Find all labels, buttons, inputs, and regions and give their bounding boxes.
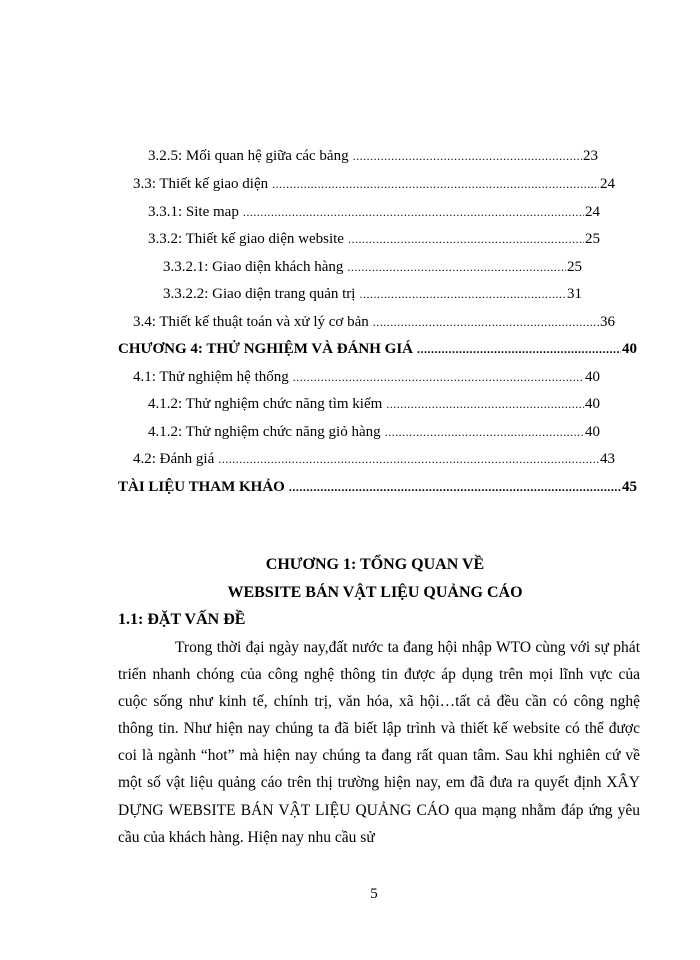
toc-entry-label: 3.2.5: Mối quan hệ giữa các bảng [148,148,349,164]
page-number: 5 [370,886,378,902]
chapter-title-line-2: WEBSITE BÁN VẬT LIỆU QUẢNG CÁO [227,584,523,601]
toc-entry-3-3-1[interactable] [148,202,600,222]
toc-entry-3-4[interactable] [133,312,615,332]
section-heading: 1.1: ĐẶT VẤN ĐỀ [118,611,246,628]
toc-dot-leader [359,284,566,304]
toc-entry-page: 31 [567,286,582,302]
toc-entry-4-1-2-cart[interactable] [148,422,600,442]
toc-entry-chapter-4[interactable] [118,339,637,359]
toc-dot-leader [385,422,584,442]
toc-entry-page: 43 [600,451,615,467]
toc-entry-4-1[interactable] [133,367,600,387]
toc-entry-label: 4.1: Thử nghiệm hệ thống [133,369,289,385]
toc-entry-page: 36 [600,314,615,330]
toc-dot-leader [348,229,584,249]
toc-entry-page: 24 [600,176,615,192]
toc-dot-leader [289,477,621,497]
toc-entry-label: TÀI LIỆU THAM KHẢO [118,479,285,495]
toc-entry-page: 40 [585,424,600,440]
toc-dot-leader [243,202,584,222]
toc-entry-page: 25 [567,259,582,275]
toc-entry-references[interactable] [118,477,637,497]
toc-entry-page: 40 [622,341,637,357]
toc-dot-leader [293,367,584,387]
toc-entry-3-2-5[interactable] [148,146,598,166]
toc-entry-label: 3.3.2.1: Giao diện khách hàng [163,259,344,275]
chapter-title-line-1: CHƯƠNG 1: TỔNG QUAN VỀ [265,556,485,573]
toc-entry-4-2[interactable] [133,449,615,469]
toc-entry-page: 23 [583,148,598,164]
toc-entry-page: 40 [585,396,600,412]
toc-entry-label: 4.1.2: Thử nghiệm chức năng tìm kiếm [148,396,383,412]
toc-entry-label: 3.3.2: Thiết kế giao diện website [148,231,344,247]
toc-entry-4-1-2-search[interactable] [148,394,600,414]
toc-dot-leader [373,312,599,332]
toc-dot-leader [386,394,584,414]
toc-entry-3-3[interactable] [133,174,615,194]
toc-dot-leader [218,449,599,469]
toc-entry-label: 3.3: Thiết kế giao diện [133,176,269,192]
toc-entry-page: 25 [585,231,600,247]
toc-entry-3-3-2[interactable] [148,229,600,249]
body-paragraph [118,634,640,851]
toc-entry-3-3-2-1[interactable] [163,257,582,277]
toc-dot-leader [347,257,566,277]
toc-entry-label: 3.3.2.2: Giao diện trang quản trị [163,286,356,302]
toc-entry-page: 40 [585,369,600,385]
toc-dot-leader [417,339,621,359]
toc-entry-label: CHƯƠNG 4: THỬ NGHIỆM VÀ ĐÁNH GIÁ [118,341,414,357]
paragraph-text: Trong thời đại ngày nay,đất nước ta đang hội nhập WTO cùng với sự phát triển nhanh chóng của công nghệ thông tin được áp dụng trên mọi lĩnh vực của cuộc sống như kinh tế, chính trị, văn hóa, xã hội…tất cả đều cần có công nghệ thông tin. Như hiện nay chúng ta đã biết lập trình và thiết kế website có thể được coi là ngành “hot” mà hiện nay chúng ta đang rất quan tâm. Sau khi nghiên cứ về một số vật liệu quảng cáo trên thị trường hiện nay, em đã đưa ra quyết định XÂY DỰNG WEBSITE BÁN VẬT LIỆU QUẢNG CÁO qua mạng nhằm đáp ứng yêu cầu của khách hàng. Hiện nay nhu cầu sử [118,639,640,846]
toc-entry-page: 45 [622,479,637,495]
toc-dot-leader [353,146,582,166]
toc-entry-label: 4.2: Đánh giá [133,451,215,467]
toc-entry-3-3-2-2[interactable] [163,284,582,304]
toc-entry-label: 3.3.1: Site map [148,204,239,220]
toc-entry-label: 4.1.2: Thử nghiệm chức năng giỏ hàng [148,424,381,440]
toc-entry-page: 24 [585,204,600,220]
toc-dot-leader [272,174,599,194]
toc-entry-label: 3.4: Thiết kế thuật toán và xử lý cơ bản [133,314,369,330]
